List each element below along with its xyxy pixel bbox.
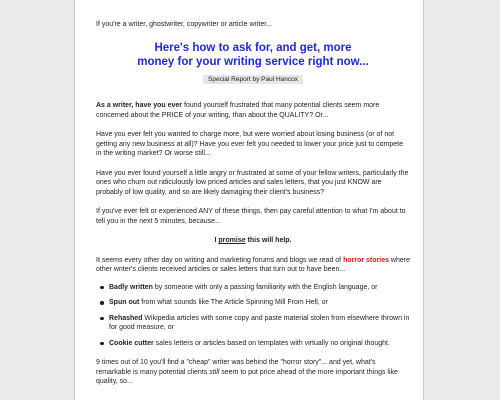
headline-line-2: money for your writing service right now... (137, 55, 369, 68)
headline (96, 41, 410, 69)
horror-list (96, 283, 410, 349)
bullet-icon (100, 342, 104, 346)
bullet-icon (100, 301, 104, 305)
intro-text: If you're a writer, ghostwriter, copywriter or article writer... (96, 21, 273, 28)
paragraph-1-body: found yourself frustrated that many potential clients seem more concerned about the PRICE of your writing, than about the QUALITY? Or... (96, 102, 380, 119)
list-item-lead: Badly written (109, 283, 153, 291)
horror-stories-highlight: horror stories (343, 256, 389, 264)
list-item-text: sales letters or articles based on templates with virtually no original thought. (153, 339, 390, 347)
list-item-text: by someone with only a passing familiarity with the English language, or (152, 283, 378, 291)
list-item (109, 339, 410, 349)
paragraph-2: Have you ever felt you wanted to charge more, but were worried about losing business (or of not getting any new business at all)? Have you ever felt you needed to lower your price just to compete in the writing market? Or worse still... (96, 131, 404, 157)
list-item (109, 314, 410, 333)
paragraph-3: Have you ever found yourself a little angry or frustrated at some of your fellow writers, particularly the ones who churn out ridiculously low priced articles and sales letters, that you just KNOW are probably of low quality, and so are likely damaging their client's business? (96, 169, 409, 196)
list-item-lead: Rehashed (109, 314, 143, 322)
list-item-text: from what sounds like The Article Spinning Mill From Hell, or (139, 299, 328, 306)
paragraph-5 (96, 256, 410, 275)
promise-underlined: promise (218, 237, 246, 244)
headline-line-1: Here's how to ask for, and get, more (154, 41, 352, 54)
promise-pre: I (214, 237, 219, 244)
paragraph-6-emphasis: still (209, 368, 220, 376)
paragraph-5-pre: It seems every other day on writing and marketing forums and blogs we read of (96, 256, 344, 264)
paragraph-1 (96, 101, 410, 120)
promise-line (96, 236, 410, 246)
sales-page (74, 0, 424, 400)
bullet-icon (100, 317, 104, 321)
paragraph-5-post: where other writer's clients received articles or sales letters that turn out to have been... (96, 256, 410, 273)
list-item-text: Wikipedia articles with some copy and paste material stolen from elsewhere thrown in for good measure, or (109, 314, 410, 331)
paragraph-4: If you've ever felt or experienced ANY of these things, then pay careful attention to what I'm about to tell you in the next 5 minutes, because... (96, 208, 406, 225)
list-item (109, 298, 410, 308)
promise-post: this will help. (245, 237, 292, 244)
byline-badge: Special Report by Paul Hancox (203, 75, 303, 84)
list-item-lead: Cookie cutter (109, 339, 154, 347)
paragraph-6-post: seem to put price ahead of the more important things like quality, so... (96, 368, 398, 385)
paragraph-1-lead: As a writer, have you ever (96, 102, 182, 109)
bullet-icon (100, 286, 104, 290)
paragraph-6 (96, 358, 410, 387)
sales-letter-content (96, 20, 410, 387)
list-item-lead: Spun out (109, 299, 140, 306)
list-item (109, 283, 410, 293)
paragraph-6-pre: 9 times out of 10 you'll find a "cheap" writer was behind the "horror story"... and yet, what's remarkable is many potential clients (96, 359, 376, 376)
